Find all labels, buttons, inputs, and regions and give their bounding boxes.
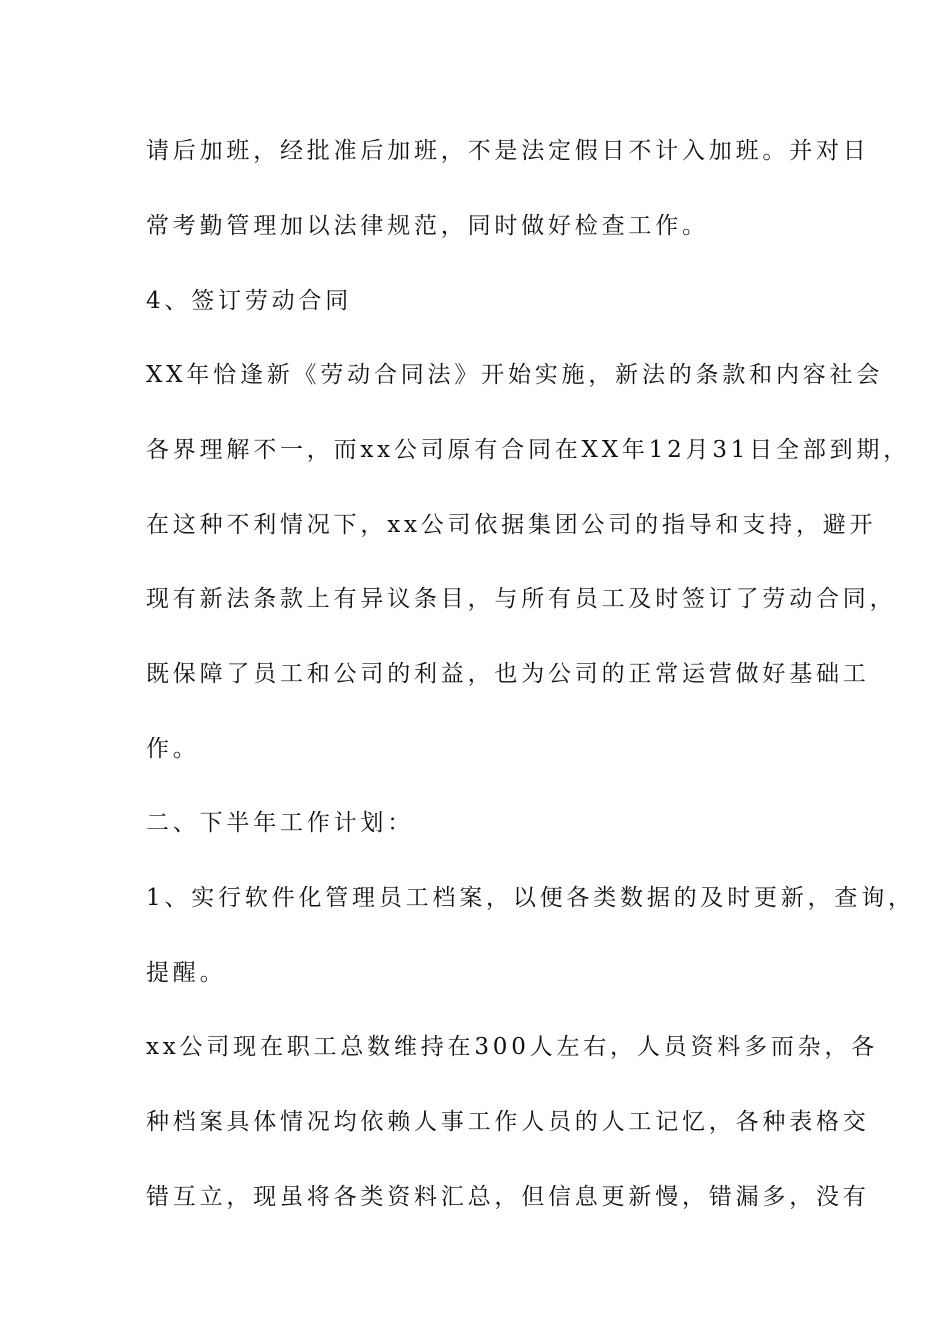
text-line: XX年恰逢新《劳动合同法》开始实施，新法的条款和内容社会 (146, 362, 884, 388)
text-line: 作。 (146, 736, 200, 762)
text-line: 既保障了员工和公司的利益，也为公司的正常运营做好基础工 (146, 661, 870, 687)
text-line: 现有新法条款上有异议条目，与所有员工及时签订了劳动合同， (146, 586, 897, 612)
text-line: 种档案具体情况均依赖人事工作人员的人工记忆，各种表格交 (146, 1109, 870, 1135)
section-heading: 4、签订劳动合同 (146, 288, 353, 314)
text-line: 错互立，现虽将各类资料汇总，但信息更新慢，错漏多，没有 (146, 1184, 870, 1210)
text-line: 各界理解不一，而xx公司原有合同在XX年12月31日全部到期， (146, 437, 911, 463)
text-line: 提醒。 (146, 960, 227, 986)
text-line: 1、实行软件化管理员工档案，以便各类数据的及时更新，查询， (146, 885, 915, 911)
text-line: xx公司现在职工总数维持在300人左右，人员资料多而杂，各 (146, 1034, 879, 1060)
text-line: 常考勤管理加以法律规范，同时做好检查工作。 (146, 213, 709, 239)
text-line: 在这种不利情况下，xx公司依据集团公司的指导和支持，避开 (146, 512, 877, 538)
text-line: 请后加班，经批准后加班，不是法定假日不计入加班。并对日 (146, 138, 870, 164)
section-heading: 二、下半年工作计划： (146, 810, 414, 836)
